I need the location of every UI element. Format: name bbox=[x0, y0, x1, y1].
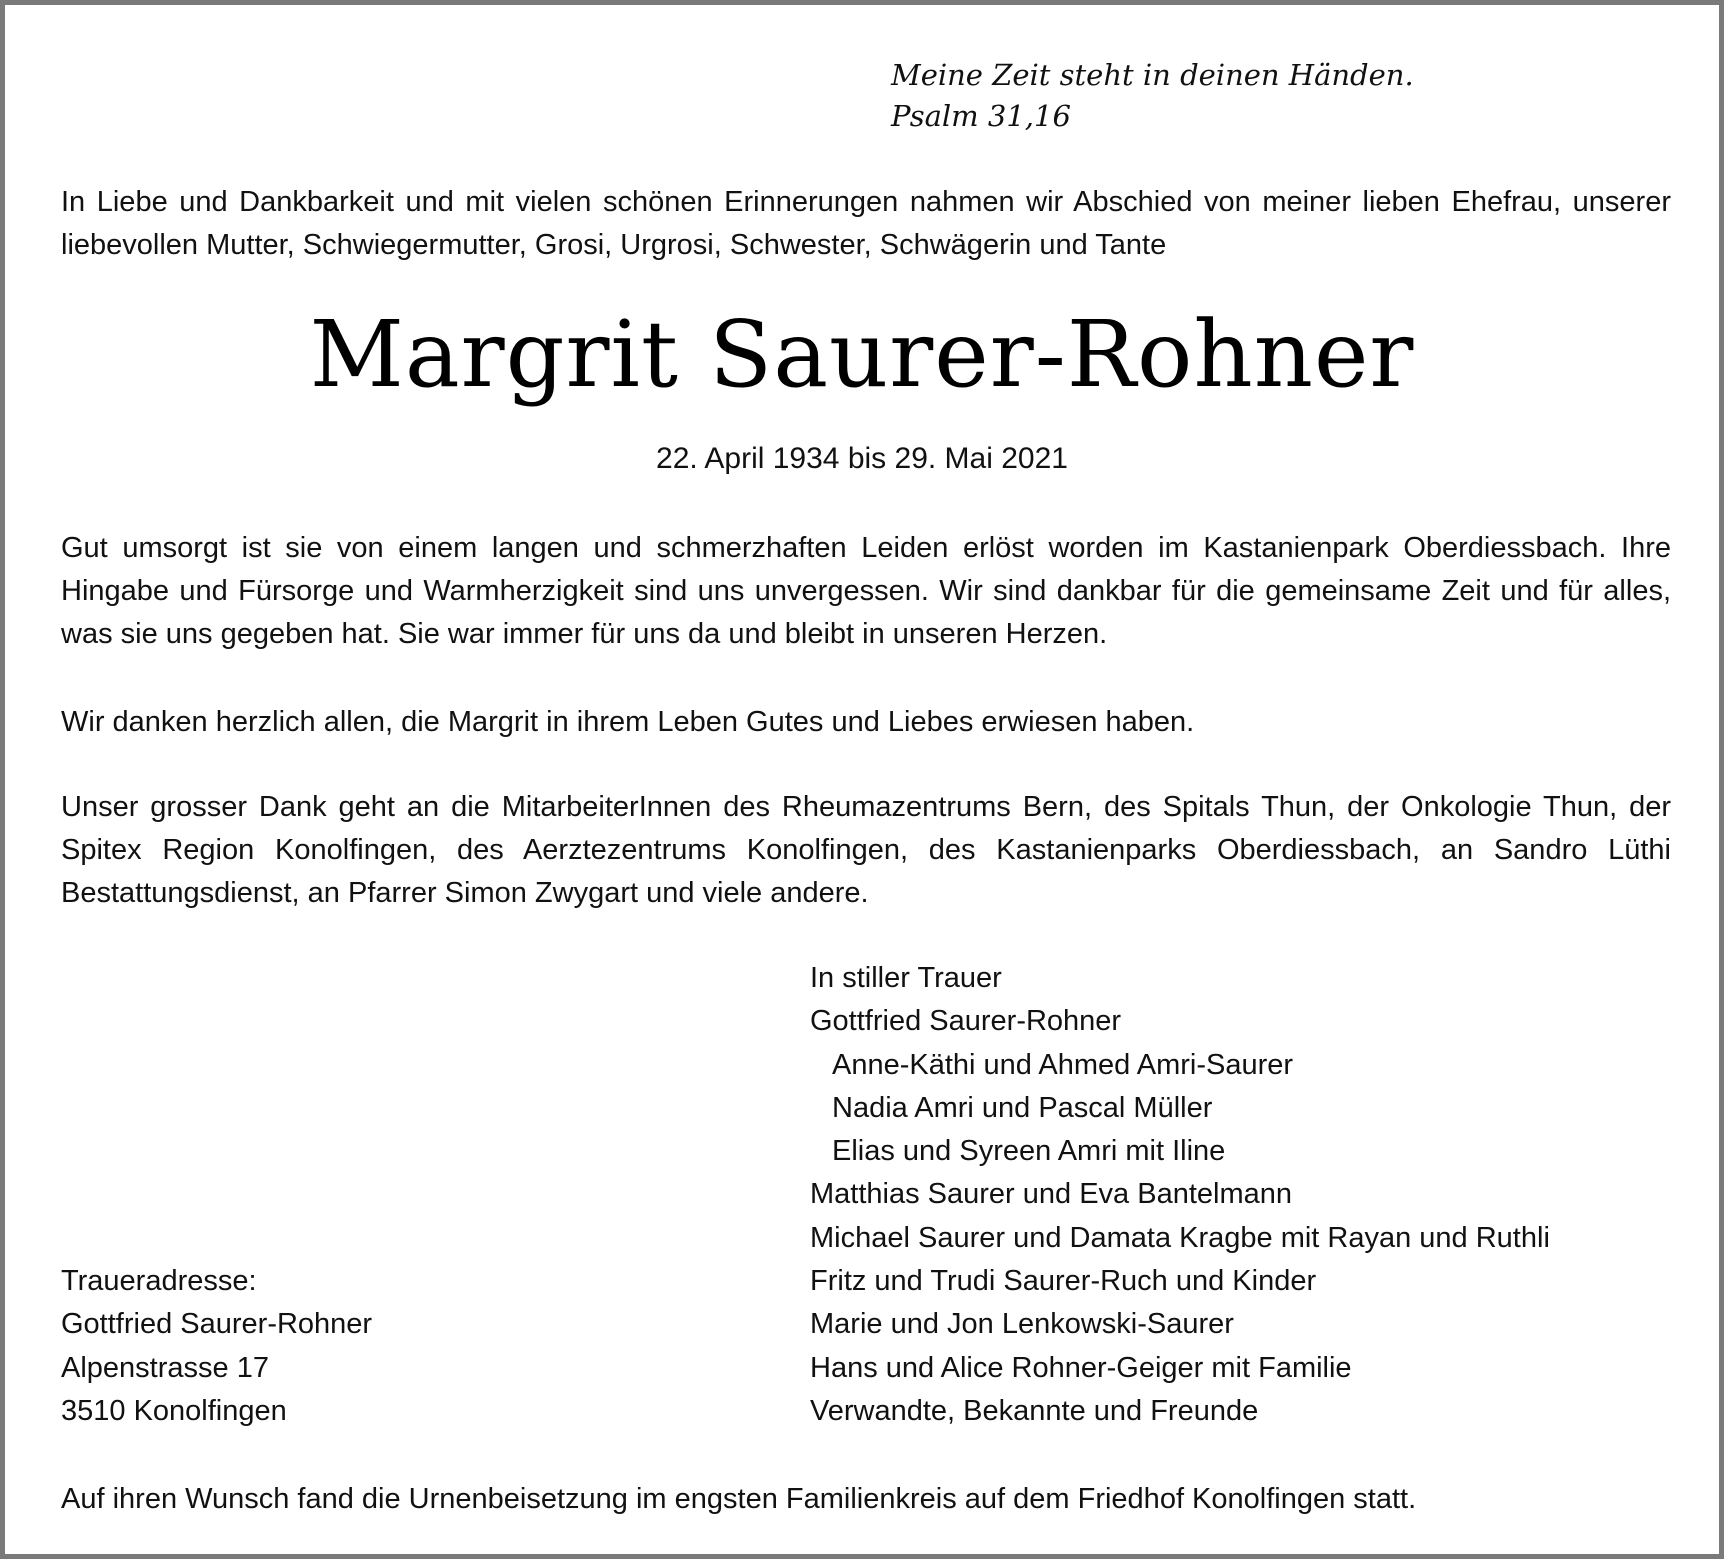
address-name: Gottfried Saurer-Rohner bbox=[61, 1308, 373, 1341]
quote-text: Meine Zeit steht in deinen Händen. bbox=[891, 58, 1414, 92]
thanks-paragraph: Wir danken herzlich allen, die Margrit in ihrem Leben Gutes und Liebes erwiesen haben. bbox=[61, 706, 1195, 738]
address-heading: Traueradresse: bbox=[61, 1265, 257, 1297]
gratitude-paragraph: Unser grosser Dank geht an die MitarbeiterInnen des Rheumazentrums Bern, des Spitals Thun, der Onkologie Thun, der Spitex Region Konolfingen, des Aerztezentrums Konolfingen, des Kastanienparks Oberdiessbach, an Sandro Lüthi Bestattungsdienst, an Pfarrer Simon Zwygart und viele andere. bbox=[61, 791, 1671, 909]
mourner-line: Michael Saurer und Damata Kragbe mit Rayan und Ruthli bbox=[810, 1221, 1550, 1254]
mourner-line: Elias und Syreen Amri mit Iline bbox=[832, 1135, 1226, 1168]
mourner-line: Nadia Amri und Pascal Müller bbox=[832, 1091, 1213, 1124]
quote-source: Psalm 31,16 bbox=[891, 99, 1071, 133]
address-city: 3510 Konolfingen bbox=[61, 1394, 287, 1427]
mourner-line: Marie und Jon Lenkowski-Saurer bbox=[810, 1308, 1234, 1341]
mourner-line: Matthias Saurer und Eva Bantelmann bbox=[810, 1178, 1292, 1211]
intro-paragraph: In Liebe und Dankbarkeit und mit vielen schönen Erinnerungen nahmen wir Abschied von meiner lieben Ehefrau, unserer liebevollen Mutter, Schwiegermutter, Grosi, Urgrosi, Schwester, Schwägerin und Tante bbox=[61, 186, 1671, 261]
mourning-address bbox=[61, 1260, 372, 1433]
closing-paragraph: Auf ihren Wunsch fand die Urnenbeisetzung im engsten Familienkreis auf dem Friedhof Konolfingen statt. bbox=[61, 1483, 1417, 1515]
mourners-heading: In stiller Trauer bbox=[810, 962, 1002, 994]
mourner-line: Verwandte, Bekannte und Freunde bbox=[810, 1394, 1259, 1427]
care-paragraph: Gut umsorgt ist sie von einem langen und schmerzhaften Leiden erlöst worden im Kastanienpark Oberdiessbach. Ihre Hingabe und Fürsorge und Warmherzigkeit sind uns unvergessen. Wir sind dankbar für die gemeinsame Zeit und für alles, was sie uns gegeben hat. Sie war immer für uns da und bleibt in unseren Herzen. bbox=[61, 532, 1671, 650]
deceased-name: Margrit Saurer-Rohner bbox=[309, 301, 1415, 408]
mourner-line: Hans und Alice Rohner-Geiger mit Familie bbox=[810, 1351, 1352, 1384]
mourner-line: Gottfried Saurer-Rohner bbox=[810, 1005, 1122, 1038]
bible-quote bbox=[891, 55, 1414, 137]
mourner-line: Anne-Käthi und Ahmed Amri-Saurer bbox=[832, 1048, 1294, 1081]
address-street: Alpenstrasse 17 bbox=[61, 1351, 269, 1384]
mourners-list bbox=[810, 957, 1690, 1433]
mourner-line: Fritz und Trudi Saurer-Ruch und Kinder bbox=[810, 1265, 1317, 1298]
life-dates: 22. April 1934 bis 29. Mai 2021 bbox=[656, 442, 1068, 475]
